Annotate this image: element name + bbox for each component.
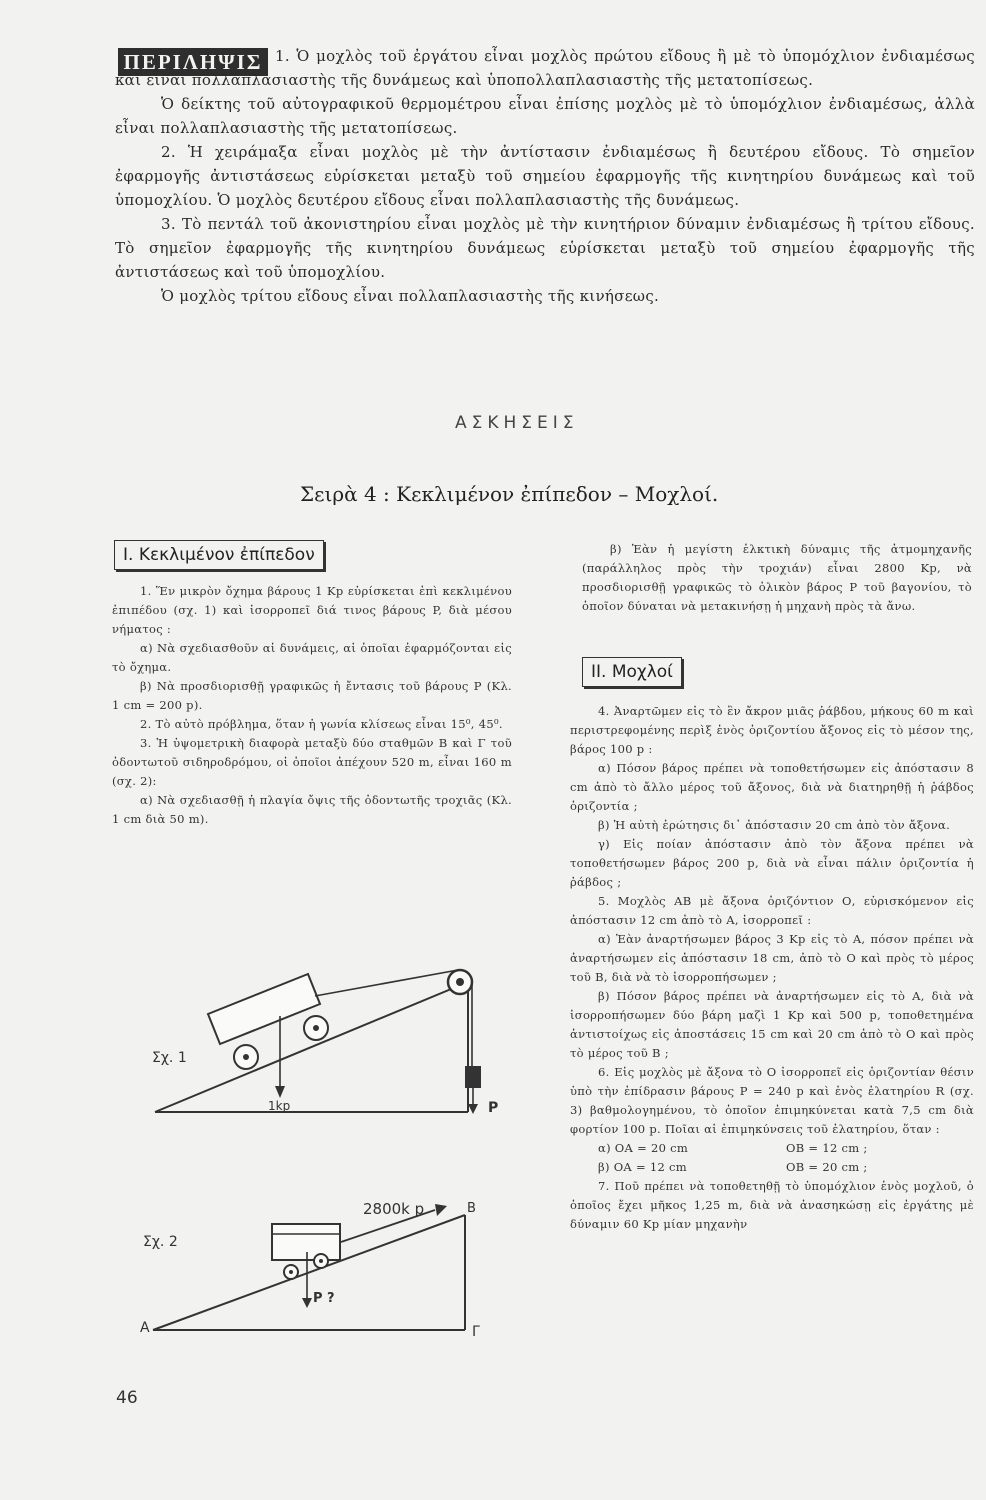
weight-arrowhead (468, 1104, 478, 1114)
cart-body (208, 974, 320, 1044)
pulley-hub (456, 978, 464, 986)
exercise-3a: α) Νὰ σχεδιασθῇ ἡ πλαγία ὄψις τῆς ὀδοντωτῆς τροχιᾶς (Κλ. 1 cm διὰ 50 m). (112, 793, 512, 826)
force-arrowhead (435, 1204, 447, 1216)
exercise-6: 6. Εἰς μοχλὸς μὲ ἄξονα τὸ Ο ἰσορροπεῖ εἰς ὁριζοντίαν θέσιν ὑπὸ τὴν ἐπίδρασιν βάρους P = 240 p καὶ ἑνὸς ἐλατηρίου R (σχ. 3) βαθμολογημένου, τὸ ὁποῖον ἐπιμηκύνεται κατὰ 7,5 cm διὰ φορτίον 100 p. Ποῖαι αἱ ἐπιμηκύνσεις τοῦ ἐλατηρίου, ὅταν : (570, 1065, 974, 1136)
gravity-arrowhead (275, 1086, 285, 1098)
section-heading-levers: ΙΙ. Μοχλοί (582, 657, 682, 687)
case-a-oa: α) ΟΑ = 20 cm (598, 1141, 689, 1155)
exercise-1b: β) Νὰ προσδιορισθῇ γραφικῶς ἡ ἔντασις τοῦ βάρους P (Κλ. 1 cm = 200 p). (112, 679, 512, 712)
summary-paragraph: Ὁ δείκτης τοῦ αὐτογραφικοῦ θερμομέτρου εἶναι ἐπίσης μοχλὸς μὲ τὸ ὑπομόχλιον ἐνδιαμέσως, ἀλλὰ εἶναι πολλαπλασιαστὴς τῆς μετατοπίσεως. (115, 95, 975, 137)
left-column (112, 582, 512, 829)
figure-2 (135, 1190, 525, 1340)
p-label: P ? (313, 1291, 335, 1306)
rope (315, 970, 458, 996)
summary-section (115, 44, 975, 308)
exercises-heading: ΑΣΚΗΣΕΙΣ (455, 413, 579, 433)
hanging-weight (465, 1066, 481, 1088)
point-b-label: Β (467, 1201, 476, 1216)
point-g-label: Γ (472, 1324, 480, 1340)
weight-label: 1kp (268, 1099, 291, 1113)
exercise-3b: β) Ἐὰν ἡ μεγίστη ἑλκτικὴ δύναμις τῆς ἀτμομηχανῆς (παράλληλος πρὸς τὴν τροχιάν) εἶναι 2800 Kp, νὰ προσδιορισθῇ γραφικῶς τὸ ὁλικὸν βάρος P τοῦ βαγονίου, τὸ ὁποῖον δύναται νὰ μετακινήσῃ ἡ μηχανὴ πρὸς τὰ ἄνω. (582, 542, 972, 613)
p-label: P (488, 1100, 499, 1116)
gravity-arrowhead (302, 1298, 312, 1308)
exercise-3: 3. Ἡ ὑψομετρικὴ διαφορὰ μεταξὺ δύο σταθμῶν Β καὶ Γ τοῦ ὀδοντωτοῦ σιδηροδρόμου, οἱ ὁποῖοι ἀπέχουν 520 m, εἶναι 160 m (σχ. 2): (112, 736, 512, 788)
summary-badge: ΠΕΡΙΛΗΨΙΣ (118, 48, 268, 76)
summary-paragraph: Ὁ μοχλὸς τρίτου εἴδους εἶναι πολλαπλασιαστὴς τῆς κινήσεως. (161, 287, 660, 305)
section-heading-inclined-plane: Ι. Κεκλιμένον ἐπίπεδον (114, 540, 324, 570)
figure-caption: Σχ. 1 (152, 1050, 187, 1066)
case-b-oa: β) ΟΑ = 12 cm (598, 1160, 688, 1174)
summary-paragraph: 2. Ἡ χειράμαξα εἶναι μοχλὸς μὲ τὴν ἀντίστασιν ἐνδιαμέσως ἢ δευτέρου εἴδους. Τὸ σημεῖον ἐφαρμογῆς ἀντιστάσεως εὑρίσκεται μεταξὺ τοῦ σημείου ἐφαρμογῆς τῆς κινητηρίου δυνάμεως καὶ τοῦ ὑπομοχλίου. Ὁ μοχλὸς δευτέρου εἴδους εἶναι πολλαπλασιαστὴς τῆς δυνάμεως. (115, 143, 975, 209)
wagon-wheel-hub (319, 1259, 323, 1263)
right-column (570, 702, 974, 1234)
exercise-5: 5. Μοχλὸς ΑΒ μὲ ἄξονα ὁριζόντιον Ο, εὑρισκόμενον εἰς ἀπόστασιν 12 cm ἀπὸ τὸ Α, ἰσορροπεῖ : (570, 894, 974, 927)
exercise-6-cases (570, 1158, 974, 1177)
point-a-label: Α (140, 1320, 150, 1336)
cart-wheel-hub (313, 1025, 319, 1031)
case-b-ob: ΟΒ = 20 cm ; (786, 1160, 868, 1174)
exercise-7: 7. Ποῦ πρέπει νὰ τοποθετηθῇ τὸ ὑπομόχλιον ἑνὸς μοχλοῦ, ὁ ὁποῖος ἔχει μῆκος 1,25 m, διὰ νὰ ἀνασηκώσῃ εἰς ἐργάτης μὲ δύναμιν 60 Kp μίαν μηχανὴν (570, 1179, 974, 1231)
case-a-ob: ΟΒ = 12 cm ; (786, 1141, 868, 1155)
exercise-6-cases (570, 1139, 974, 1158)
exercise-4b: β) Ἡ αὐτὴ ἐρώτησις δι᾿ ἀπόστασιν 20 cm ἀπὸ τὸν ἄξονα. (598, 818, 951, 832)
page-number: 46 (116, 1388, 138, 1408)
exercise-5b: β) Πόσον βάρος πρέπει νὰ ἀναρτήσωμεν εἰς τὸ Α, διὰ νὰ ἰσορροπήσωμεν δύο βάρη μαζὶ 1 Kp καὶ 500 p, τοποθετημένα ἀντιστοίχως εἰς ἀποστάσεις 15 cm καὶ 20 cm ἀπὸ τὸ Ο καὶ πρὸς τὸ μέρος τοῦ Β ; (570, 989, 974, 1060)
series-title: Σειρὰ 4 : Κεκλιμένον ἐπίπεδον – Μοχλοί. (300, 482, 719, 506)
exercise-2: 2. Τὸ αὐτὸ πρόβλημα, ὅταν ἡ γωνία κλίσεως εἶναι 15⁰, 45⁰. (140, 717, 503, 731)
exercise-4a: α) Πόσον βάρος πρέπει νὰ τοποθετήσωμεν εἰς ἀπόστασιν 8 cm ἀπὸ τὸ ἄλλο μέρος τοῦ ἄξονος, διὰ νὰ διατηρηθῇ ἡ ῥάβδος ὁριζοντία ; (570, 761, 974, 813)
exercise-1: 1. Ἕν μικρὸν ὄχημα βάρους 1 Kp εὑρίσκεται ἐπὶ κεκλιμένου ἐπιπέδου (σχ. 1) καὶ ἰσορροπεῖ διά τινος βάρους P, διὰ μέσου νήματος : (112, 584, 512, 636)
wagon-body (272, 1224, 340, 1260)
exercise-5a: α) Ἐὰν ἀναρτήσωμεν βάρος 3 Kp εἰς τὸ Α, πόσον πρέπει νὰ ἀναρτήσωμεν εἰς ἀπόστασιν 18 cm, ἀπὸ τὸ Ο καὶ πρὸς τὸ μέρος τοῦ Β, διὰ νὰ τὸ ἰσορροπήσωμεν ; (570, 932, 974, 984)
exercise-4c: γ) Εἰς ποίαν ἀπόστασιν ἀπὸ τὸν ἄξονα πρέπει νὰ τοποθετήσωμεν βάρος 200 p, διὰ νὰ εἶναι πάλιν ὁριζοντία ἡ ῥάβδος ; (570, 837, 974, 889)
figure-caption: Σχ. 2 (143, 1234, 178, 1250)
exercise-1a: α) Νὰ σχεδιασθοῦν αἱ δυνάμεις, αἱ ὁποῖαι ἐφαρμόζονται εἰς τὸ ὄχημα. (112, 641, 512, 674)
cart-wheel-hub (243, 1054, 249, 1060)
force-label: 2800k p (363, 1200, 425, 1218)
summary-paragraph: 1. Ὁ μοχλὸς τοῦ ἐργάτου εἶναι μοχλὸς πρώτου εἴδους ἢ μὲ τὸ ὑπομόχλιον ἐνδιαμέσως καὶ εἶναι πολλαπλασιαστὴς τῆς δυνάμεως καὶ ὑποπολλαπλασιαστὴς τῆς μετατοπίσεως. (115, 47, 975, 89)
summary-paragraph: 3. Τὸ πεντάλ τοῦ ἀκονιστηρίου εἶναι μοχλὸς μὲ τὴν κινητήριον δύναμιν ἐνδιαμέσως ἢ τρίτου εἴδους. Τὸ σημεῖον ἐφαρμογῆς τῆς κινητηρίου δυνάμεως εὑρίσκεται μεταξὺ τοῦ σημείου ἐφαρμογῆς τῆς ἀντιστάσεως καὶ τοῦ ὑπομοχλίου. (115, 215, 975, 281)
figure-1 (140, 960, 520, 1130)
exercise-4: 4. Ἀναρτῶμεν εἰς τὸ ἓν ἄκρον μιᾶς ῥάβδου, μήκους 60 m καὶ περιστρεφομένης περὶξ ἑνὸς ὁριζοντίου ἄξονος εἰς τὸ μέσον της, βάρος 100 p : (570, 704, 974, 756)
right-column-top (582, 540, 972, 616)
wagon-wheel-hub (289, 1270, 293, 1274)
